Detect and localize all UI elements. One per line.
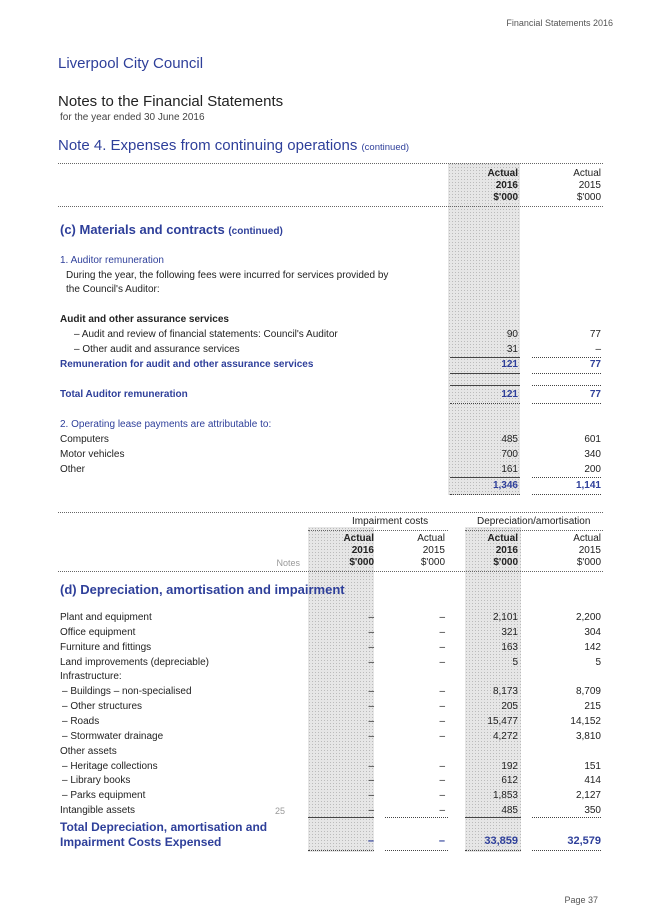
- d-row-dep2015: 142: [584, 642, 601, 653]
- d-total-underline-imp2015: [385, 850, 448, 851]
- d-row-imp2015: –: [439, 716, 445, 727]
- audit-row-2015: –: [595, 344, 601, 355]
- lease-total-2016: 1,346: [492, 480, 518, 491]
- section-c-title: [60, 224, 283, 238]
- d-total-rule-imp2016: [308, 817, 374, 818]
- d-row-label: Plant and equipment: [60, 612, 152, 623]
- lease-row-2015: 601: [584, 434, 601, 445]
- d-row-imp2016: –: [368, 686, 374, 697]
- d-row-dep2016: 15,477: [487, 716, 518, 727]
- lease-underline-2016: [450, 494, 520, 495]
- lease-total-2015: 1,141: [575, 480, 601, 491]
- d-total-label-line2: Impairment Costs Expensed: [60, 835, 222, 849]
- d-row-label: – Stormwater drainage: [62, 731, 164, 742]
- t2-imp-year-2015: 2015: [422, 545, 445, 556]
- audit-subtotal-2016: 121: [501, 359, 518, 370]
- t2-imp-actual-2015: Actual: [417, 533, 445, 544]
- d-row-imp2015: –: [439, 805, 445, 816]
- d-row-dep2015: 350: [584, 805, 601, 816]
- d-row-imp2016: –: [368, 701, 374, 712]
- d-row-imp2016: –: [368, 716, 374, 727]
- lease-row-2015: 200: [584, 464, 601, 475]
- t2-dep-actual-2015: Actual: [573, 533, 601, 544]
- sub-operating-lease: 2. Operating lease payments are attributable to:: [60, 419, 272, 430]
- table2-header-rule: [58, 571, 603, 572]
- audit-group-heading: Audit and other assurance services: [60, 314, 229, 325]
- d-row-label: Land improvements (depreciable): [60, 657, 209, 668]
- total-auditor-label: Total Auditor remuneration: [60, 389, 188, 400]
- d-total-imp2016: –: [367, 835, 374, 847]
- lease-row-2016: 485: [501, 434, 518, 445]
- d-row-dep2016: 1,853: [492, 790, 518, 801]
- d-row-dep2016: 5: [512, 657, 518, 668]
- total-rule-2016: [450, 385, 520, 386]
- total-auditor-2015: 77: [589, 389, 601, 400]
- d-row-imp2015: –: [439, 627, 445, 638]
- impairment-2016-shading: [308, 527, 374, 852]
- notes-title: Notes to the Financial Statements: [58, 93, 284, 110]
- d-row-label: – Other structures: [62, 701, 143, 712]
- d-row-imp2015: –: [439, 790, 445, 801]
- total-underline-2016: [450, 403, 520, 404]
- sub-auditor-remuneration: 1. Auditor remuneration: [60, 255, 164, 266]
- subtotal-underline-2016: [450, 373, 520, 374]
- organisation-name: Liverpool City Council: [58, 55, 204, 72]
- d-total-label-line1: Total Depreciation, amortisation and: [60, 820, 268, 834]
- d-row-imp2016: –: [368, 805, 374, 816]
- subtotal-underline-2015: [532, 373, 601, 374]
- d-row-dep2015: 414: [584, 775, 601, 786]
- d-row-dep2015: 215: [584, 701, 601, 712]
- notes-period: for the year ended 30 June 2016: [60, 112, 205, 123]
- d-row-imp2016: –: [368, 627, 374, 638]
- d-row-dep2015: 2,127: [575, 790, 601, 801]
- lease-rule-2016: [450, 477, 520, 478]
- d-row-imp2015: –: [439, 686, 445, 697]
- d-row-imp2015: –: [439, 761, 445, 772]
- d-row-label: – Parks equipment: [62, 790, 146, 801]
- audit-subtotal-label: Remuneration for audit and other assurance services: [60, 359, 314, 370]
- note-title-text: Note 4. Expenses from continuing operations: [58, 137, 358, 154]
- t2-dep-unit-2015: $'000: [576, 557, 601, 568]
- total-rule-2015: [532, 385, 601, 386]
- d-row-imp2016: –: [368, 612, 374, 623]
- d-row-dep2016: 8,173: [492, 686, 518, 697]
- d-total-rule-dep2015: [532, 817, 601, 818]
- audit-row-label: – Audit and review of financial statements: Council's Auditor: [74, 329, 338, 340]
- section-c-title-text: (c) Materials and contracts: [60, 222, 225, 237]
- t2-dep-unit-2016: $'000: [493, 557, 518, 568]
- d-row-label: Furniture and fittings: [60, 642, 152, 653]
- d-row-imp2015: –: [439, 612, 445, 623]
- t2-dep-year-2015: 2015: [578, 545, 601, 556]
- lease-row-2015: 340: [584, 449, 601, 460]
- t2-dep-actual-2016: Actual: [487, 533, 518, 544]
- t1-col-actual-2015: Actual: [573, 168, 601, 179]
- d-row-note: 25: [274, 806, 285, 816]
- d-row-dep2016: 2,101: [492, 612, 518, 623]
- lease-underline-2015: [532, 494, 601, 495]
- d-total-dep2016: 33,859: [484, 835, 518, 847]
- d-row-label: Infrastructure:: [60, 671, 122, 682]
- table1-header-rule: [58, 206, 603, 207]
- lease-row-label: Motor vehicles: [60, 449, 125, 460]
- d-row-dep2016: 612: [501, 775, 518, 786]
- d-row-imp2015: –: [439, 657, 445, 668]
- t2-imp-actual-2016: Actual: [343, 533, 374, 544]
- total-underline-2015: [532, 403, 601, 404]
- page-number: Page 37: [564, 895, 598, 905]
- d-row-dep2016: 4,272: [492, 731, 518, 742]
- lease-row-2016: 700: [501, 449, 518, 460]
- d-row-label: – Buildings – non-specialised: [62, 686, 192, 697]
- d-row-dep2015: 5: [595, 657, 601, 668]
- lease-row-label: Other: [60, 464, 86, 475]
- d-row-imp2015: –: [439, 701, 445, 712]
- audit-row-2016: 90: [506, 329, 518, 340]
- audit-row-2016: 31: [506, 344, 518, 355]
- d-row-imp2015: –: [439, 731, 445, 742]
- section-d-title: (d) Depreciation, amortisation and impairment: [60, 582, 345, 597]
- d-row-imp2016: –: [368, 790, 374, 801]
- d-row-dep2015: 8,709: [575, 686, 601, 697]
- d-row-imp2016: –: [368, 642, 374, 653]
- audit-row-label: – Other audit and assurance services: [74, 344, 240, 355]
- d-row-dep2015: 151: [584, 761, 601, 772]
- d-row-dep2016: 205: [501, 701, 518, 712]
- d-total-rule-dep2016: [465, 817, 521, 818]
- d-row-dep2015: 2,200: [575, 612, 601, 623]
- t2-dep-year-2016: 2016: [495, 545, 518, 556]
- d-total-imp2015: –: [438, 835, 445, 847]
- d-row-imp2016: –: [368, 657, 374, 668]
- d-row-imp2016: –: [368, 761, 374, 772]
- d-total-dep2015: 32,579: [567, 835, 601, 847]
- d-row-dep2016: 192: [501, 761, 518, 772]
- note-title: [58, 137, 409, 154]
- d-row-label: – Roads: [62, 716, 100, 727]
- group-impairment-costs: Impairment costs: [352, 516, 429, 527]
- t1-unit-2016: $'000: [493, 192, 518, 203]
- document-header: Financial Statements 2016: [506, 18, 613, 28]
- subtotal-rule-2015: [532, 357, 601, 358]
- t1-year-2015: 2015: [578, 180, 601, 191]
- d-row-label: – Heritage collections: [62, 761, 158, 772]
- d-total-underline-dep2016: [465, 850, 521, 851]
- lease-row-label: Computers: [60, 434, 109, 445]
- d-row-imp2015: –: [439, 775, 445, 786]
- t1-year-2016: 2016: [495, 180, 518, 191]
- section-c-continued: (continued): [228, 226, 283, 237]
- audit-subtotal-2015: 77: [589, 359, 601, 370]
- d-total-underline-imp2016: [308, 850, 374, 851]
- group-depreciation: Depreciation/amortisation: [477, 516, 591, 527]
- d-row-dep2016: 163: [501, 642, 518, 653]
- auditor-para-line2: the Council's Auditor:: [66, 284, 160, 295]
- note-continued: (continued): [361, 142, 410, 153]
- d-row-imp2015: –: [439, 642, 445, 653]
- d-total-rule-imp2015: [385, 817, 448, 818]
- subtotal-rule-2016: [450, 357, 520, 358]
- table2-top-rule: [58, 512, 603, 513]
- d-row-label: Office equipment: [60, 627, 136, 638]
- depreciation-group-rule: [465, 530, 603, 531]
- lease-row-2016: 161: [501, 464, 518, 475]
- t2-imp-unit-2016: $'000: [349, 557, 374, 568]
- t1-col-actual-2016: Actual: [487, 168, 518, 179]
- total-auditor-2016: 121: [501, 389, 518, 400]
- audit-row-2015: 77: [589, 329, 601, 340]
- auditor-para-line1: During the year, the following fees were incurred for services provided by: [66, 270, 389, 281]
- d-total-underline-dep2015: [532, 850, 601, 851]
- t2-imp-year-2016: 2016: [351, 545, 374, 556]
- notes-column-header: Notes: [276, 558, 300, 568]
- d-row-dep2016: 485: [501, 805, 518, 816]
- d-row-dep2015: 14,152: [570, 716, 601, 727]
- impairment-group-rule: [308, 530, 448, 531]
- t2-imp-unit-2015: $'000: [420, 557, 445, 568]
- d-row-label: Intangible assets: [60, 805, 136, 816]
- d-row-imp2016: –: [368, 731, 374, 742]
- table1-top-rule: [58, 163, 603, 164]
- d-row-dep2016: 321: [501, 627, 518, 638]
- d-row-label: Other assets: [60, 746, 117, 757]
- d-row-dep2015: 3,810: [575, 731, 601, 742]
- d-row-label: – Library books: [62, 775, 131, 786]
- d-row-dep2015: 304: [584, 627, 601, 638]
- t1-unit-2015: $'000: [576, 192, 601, 203]
- lease-rule-2015: [532, 477, 601, 478]
- d-row-imp2016: –: [368, 775, 374, 786]
